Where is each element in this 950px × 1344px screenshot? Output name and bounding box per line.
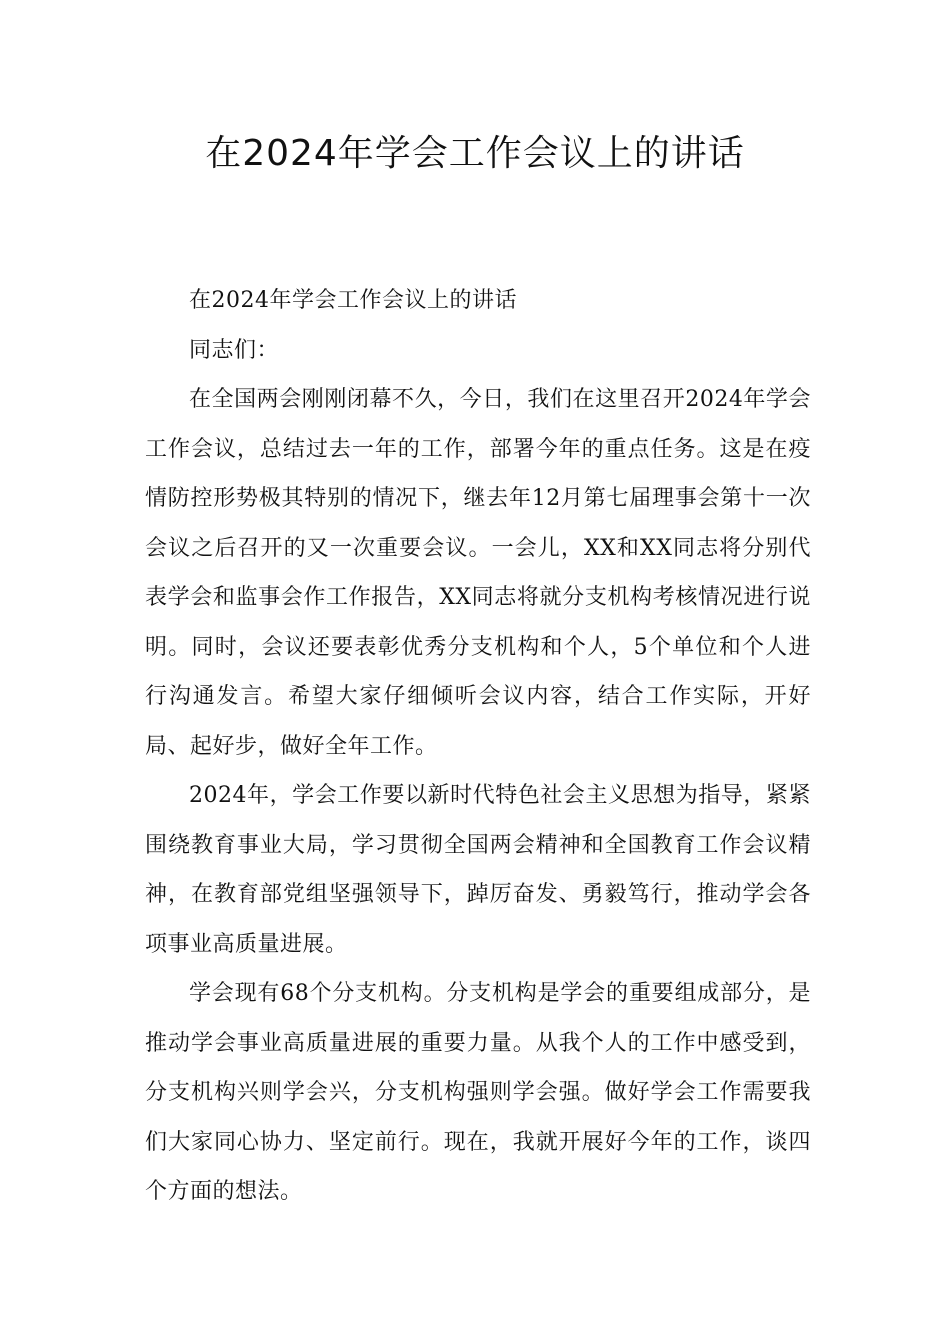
paragraph-opening: 在全国两会刚刚闭幕不久，今日，我们在这里召开2024年学会工作会议，总结过去一年的工作，部署今年的重点任务。这是在疫情防控形势极其特别的情况下，继去年12月第七届理事会第十一次会议之后召开的又一次重要会议。一会儿，XX和XX同志将分别代表学会和监事会作工作报告，XX同志将就分支机构考核情况进行说明。同时，会议还要表彰优秀分支机构和个人，5个单位和个人进行沟通发言。希望大家仔细倾听会议内容，结合工作实际，开好局、起好步，做好全年工作。: [145, 387, 811, 759]
salutation: 同志们：: [189, 337, 280, 363]
paragraph-guidance: 2024年，学会工作要以新时代特色社会主义思想为指导，紧紧围绕教育事业大局，学习贯彻全国两会精神和全国教育工作会议精神，在教育部党组坚强领导下，踔厉奋发、勇毅笃行，推动学会各项事业高质量进展。: [145, 783, 811, 957]
paragraph-branches: 学会现有68个分支机构。分支机构是学会的重要组成部分，是推动学会事业高质量进展的重要力量。从我个人的工作中感受到，分支机构兴则学会兴，分支机构强则学会强。做好学会工作需要我们大家同心协力、坚定前行。现在，我就开展好今年的工作，谈四个方面的想法。: [145, 981, 811, 1204]
body-heading-line: 在2024年学会工作会议上的讲话: [189, 288, 517, 313]
document-title: 在2024年学会工作会议上的讲话: [205, 133, 745, 174]
document-body: [145, 276, 811, 1217]
